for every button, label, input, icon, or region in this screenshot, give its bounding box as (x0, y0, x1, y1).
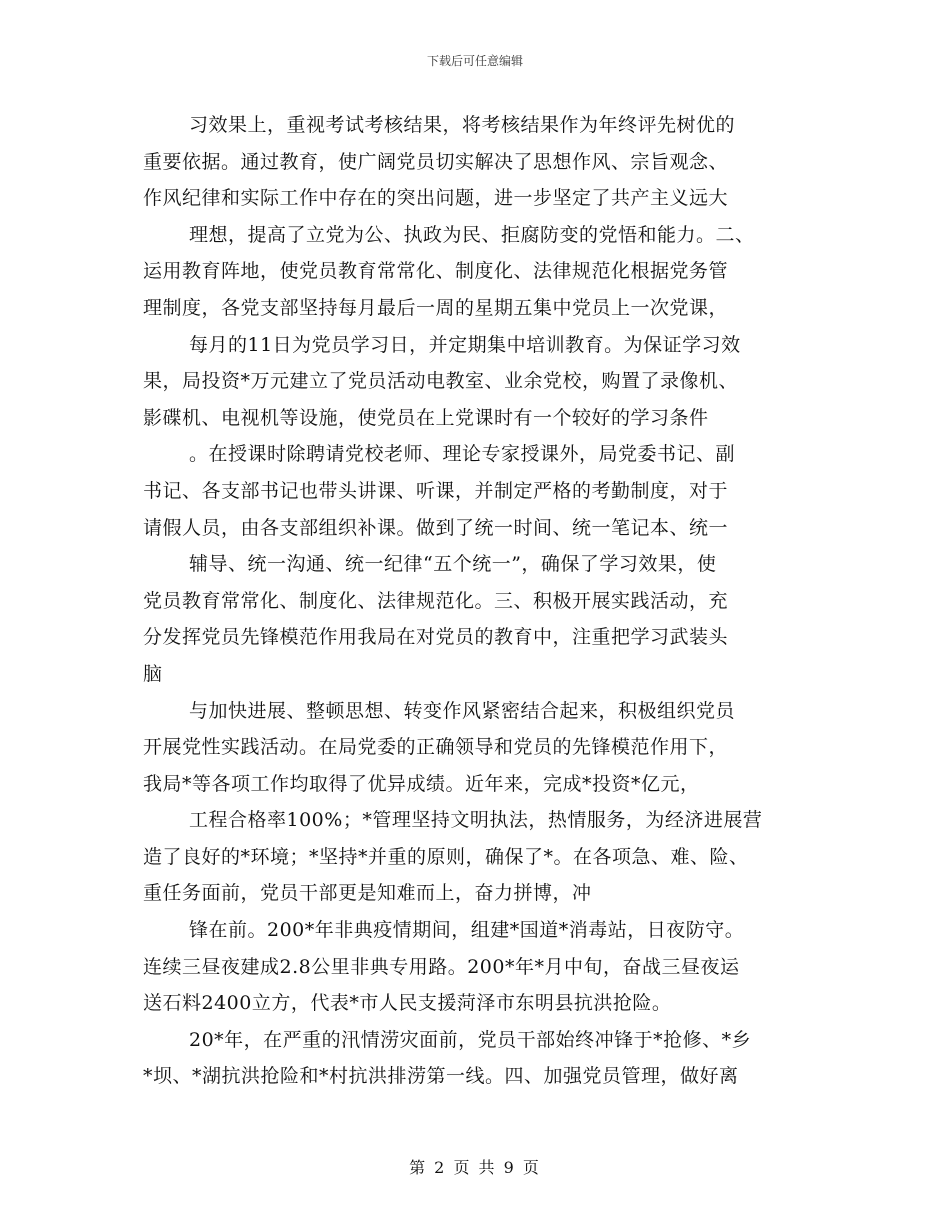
body-line: 果，局投资*万元建立了党员活动电教室、业余党校，购置了录像机、 (143, 370, 739, 393)
body-line: 锋在前。200*年非典疫情期间，组建*国道*消毒站，日夜防守。 (189, 919, 745, 942)
body-line: 20*年，在严重的汛情涝灾面前，党员干部始终冲锋于*抢修、*乡 (189, 1028, 752, 1051)
body-line: 作风纪律和实际工作中存在的突出问题，进一步坚定了共产主义远大 (143, 187, 729, 210)
body-line: 。在授课时除聘请党校老师、理论专家授课外，局党委书记、副 (189, 443, 736, 466)
body-line: 党员教育常常化、制度化、法律规范化。三、积极开展实践活动，充 (143, 589, 729, 612)
body-line: 脑 (143, 662, 163, 685)
body-line: 影碟机、电视机等设施，使党员在上党课时有一个较好的学习条件 (143, 406, 709, 429)
body-line: 开展党性实践活动。在局党委的正确领导和党员的先锋模范作用下， (143, 736, 729, 759)
document-body (143, 107, 813, 1095)
page-header: 下载后可任意编辑 (426, 54, 523, 68)
body-line: 重要依据。通过教育，使广阔党员切实解决了思想作风、宗旨观念、 (143, 150, 729, 173)
page-number-footer: 第 2 页 共 9 页 (409, 1158, 541, 1177)
body-line: 造了良好的*环境；*坚持*并重的原则，确保了*。在各项急、难、险、 (143, 845, 749, 868)
body-line: 送石料2400立方，代表*市人民支援菏泽市东明县抗洪抢险。 (143, 992, 672, 1015)
body-line: 书记、各支部书记也带头讲课、听课，并制定严格的考勤制度，对于 (143, 479, 729, 502)
body-line: 每月的11日为党员学习日，并定期集中培训教育。为保证学习效 (189, 333, 741, 356)
body-line: 工程合格率100%；*管理坚持文明执法，热情服务，为经济进展营 (189, 809, 763, 832)
body-line: 运用教育阵地，使党员教育常常化、制度化、法律规范化根据党务管 (143, 260, 729, 283)
body-line: 分发挥党员先锋模范作用我局在对党员的教育中，注重把学习武装头 (143, 626, 729, 649)
body-line: 我局*等各项工作均取得了优异成绩。近年来，完成*投资*亿元， (143, 772, 700, 795)
body-line: 辅导、统一沟通、统一纪律“五个统一”，确保了学习效果，使 (189, 553, 717, 576)
body-line: 请假人员，由各支部组织补课。做到了统一时间、统一笔记本、统一 (143, 516, 729, 539)
body-line: *坝、*湖抗洪抢险和*村抗洪排涝第一线。四、加强党员管理，做好离 (143, 1065, 739, 1088)
body-line: 理想，提高了立党为公、执政为民、拒腐防变的党悟和能力。二、 (189, 223, 755, 246)
body-line: 重任务面前，党员干部更是知难而上，奋力拼博，冲 (143, 882, 592, 905)
body-line: 理制度，各党支部坚持每月最后一周的星期五集中党员上一次党课， (143, 296, 729, 319)
body-line: 与加快进展、整顿思想、转变作风紧密结合起来，积极组织党员 (189, 699, 736, 722)
body-line: 连续三昼夜建成2.8公里非典专用路。200*年*月中旬，奋战三昼夜运 (143, 955, 740, 978)
body-line: 习效果上，重视考试考核结果，将考核结果作为年终评先树优的 (189, 114, 736, 136)
